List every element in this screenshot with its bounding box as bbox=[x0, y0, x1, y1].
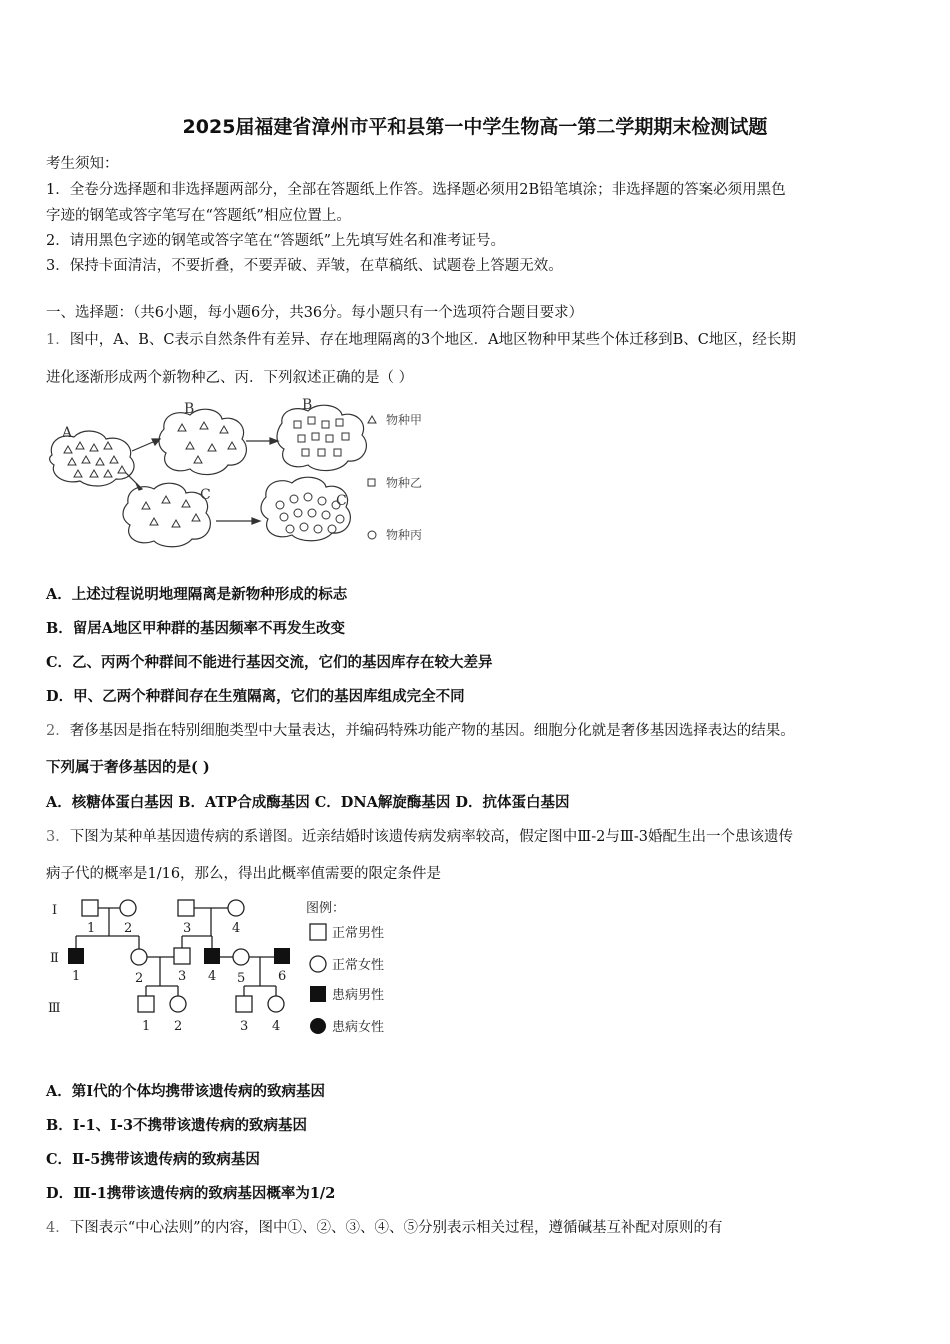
q3-text: 下图为某种单基因遗传病的系谱图。近亲结婚时该遗传病发病率较高，假定图中Ⅲ-2与Ⅲ-3婚配生出一个患该遗传 bbox=[69, 829, 793, 845]
iii3-num: 3 bbox=[240, 1019, 249, 1034]
speciation-figure bbox=[44, 393, 444, 553]
notice-item-2: 2．请用黑色字迹的钢笔或答字笔在“答题纸”上先填写姓名和准考证号。 bbox=[46, 233, 506, 249]
q4-line1 bbox=[46, 1216, 723, 1237]
gen-ii-label: Ⅱ bbox=[50, 951, 59, 966]
legend-species-jia: 物种甲 bbox=[386, 413, 423, 427]
q3-option-a: A．第Ⅰ代的个体均携带该遗传病的致病基因 bbox=[46, 1083, 326, 1100]
q3-option-c: C．Ⅱ-5携带该遗传病的致病基因 bbox=[46, 1151, 260, 1168]
label-region-c-early: C bbox=[200, 487, 211, 503]
q2-number: 2． bbox=[46, 723, 70, 739]
i4-num: 4 bbox=[232, 921, 241, 936]
ii3-normal-male bbox=[174, 948, 190, 964]
legend-species-bing: 物种丙 bbox=[386, 528, 423, 542]
legend-normal-male: 正常男性 bbox=[332, 926, 385, 941]
iii1-num: 1 bbox=[142, 1019, 151, 1034]
page-title: 2025届福建省漳州市平和县第一中学生物高一第二学期期末检测试题 bbox=[182, 116, 768, 138]
legend-affected-female-icon bbox=[310, 1018, 326, 1034]
q4-text: 下图表示“中心法则”的内容，图中①、②、③、④、⑤分别表示相关过程，遵循碱基互补配对原则的有 bbox=[69, 1220, 723, 1236]
q1-line1 bbox=[46, 328, 796, 349]
gen-i-label: Ⅰ bbox=[52, 903, 58, 918]
region-b-blob-late bbox=[277, 405, 366, 470]
q1-option-d: D．甲、乙两个种群间存在生殖隔离，它们的基因库组成完全不同 bbox=[46, 688, 465, 705]
legend-normal-female-icon bbox=[310, 956, 326, 972]
q1-number: 1． bbox=[46, 332, 70, 348]
q1-option-b: B．留居A地区甲种群的基因频率不再发生改变 bbox=[46, 620, 346, 637]
iii2-num: 2 bbox=[174, 1019, 183, 1034]
q3-line1 bbox=[46, 825, 793, 846]
label-region-b-late: B bbox=[302, 397, 313, 413]
gen-iii-label: Ⅲ bbox=[48, 1001, 61, 1016]
ii4-affected-male bbox=[204, 948, 220, 964]
legend-affected-male-icon bbox=[310, 986, 326, 1002]
q2-options: A．核糖体蛋白基因 B．ATP合成酶基因 C．DNA解旋酶基因 D．抗体蛋白基因 bbox=[46, 794, 570, 811]
iii2-normal-female bbox=[170, 996, 186, 1012]
section-heading: 一、选择题：（共6小题，每小题6分，共36分。每小题只有一个选项符合题目要求） bbox=[46, 305, 584, 321]
notice-item-3: 3．保持卡面清洁，不要折叠，不要弄破、弄皱，在草稿纸、试题卷上答题无效。 bbox=[46, 258, 563, 274]
legend-affected-male: 患病男性 bbox=[332, 988, 385, 1003]
i3-normal-male bbox=[178, 900, 194, 916]
ii6-num: 6 bbox=[278, 969, 287, 984]
pedigree-figure bbox=[44, 892, 424, 1042]
legend-circle-icon bbox=[368, 531, 376, 539]
region-c-blob-early bbox=[123, 483, 210, 547]
ii1-num: 1 bbox=[72, 969, 81, 984]
ii6-affected-male bbox=[274, 948, 290, 964]
ii2-num: 2 bbox=[135, 971, 144, 986]
i2-num: 2 bbox=[124, 921, 133, 936]
iii3-normal-male bbox=[236, 996, 252, 1012]
ii3-num: 3 bbox=[178, 969, 187, 984]
q3-option-b: B．Ⅰ-1、Ⅰ-3不携带该遗传病的致病基因 bbox=[46, 1117, 308, 1134]
legend-square-icon bbox=[368, 479, 375, 486]
i1-normal-male bbox=[82, 900, 98, 916]
q1-option-c: C．乙、丙两个种群间不能进行基因交流，它们的基因库存在较大差异 bbox=[46, 654, 493, 671]
ii5-normal-female bbox=[233, 949, 249, 965]
ii4-num: 4 bbox=[208, 969, 217, 984]
iii1-normal-male bbox=[138, 996, 154, 1012]
iii4-normal-female bbox=[268, 996, 284, 1012]
legend-title: 图例： bbox=[306, 901, 346, 916]
i2-normal-female bbox=[120, 900, 136, 916]
ii2-normal-female bbox=[131, 949, 147, 965]
i1-num: 1 bbox=[87, 921, 96, 936]
q2-line2: 下列属于奢侈基因的是( ) bbox=[46, 759, 210, 776]
region-b-blob-early bbox=[159, 409, 246, 474]
notice-item-1-cont: 字迹的钢笔或答字笔写在“答题纸”相应位置上。 bbox=[46, 208, 351, 224]
ii5-num: 5 bbox=[237, 971, 246, 986]
i3-num: 3 bbox=[183, 921, 192, 936]
notice-item-1: 1．全卷分选择题和非选择题两部分，全部在答题纸上作答。选择题必须用2B铅笔填涂；非选择题的答案必须用黑色 bbox=[46, 182, 786, 198]
legend-normal-female: 正常女性 bbox=[332, 958, 385, 973]
legend-species-yi: 物种乙 bbox=[386, 476, 423, 490]
label-region-c-late: C bbox=[336, 493, 347, 509]
legend-normal-male-icon bbox=[310, 924, 326, 940]
i4-normal-female bbox=[228, 900, 244, 916]
q1-text: 图中，A、B、C表示自然条件有差异、存在地理隔离的3个地区．A地区物种甲某些个体迁移到B、C地区，经长期 bbox=[69, 332, 796, 348]
q3-option-d: D．Ⅲ-1携带该遗传病的致病基因概率为1/2 bbox=[46, 1185, 336, 1202]
legend-affected-female: 患病女性 bbox=[332, 1020, 385, 1035]
label-region-a: A bbox=[62, 425, 73, 441]
q3-number: 3． bbox=[46, 829, 70, 845]
q4-number: 4． bbox=[46, 1220, 70, 1236]
ii1-affected-male bbox=[68, 948, 84, 964]
iii4-num: 4 bbox=[272, 1019, 281, 1034]
q1-line2: 进化逐渐形成两个新物种乙、丙．下列叙述正确的是（ ） bbox=[46, 370, 414, 386]
q2-line1 bbox=[46, 719, 795, 740]
notice-heading: 考生须知： bbox=[46, 156, 119, 172]
legend-triangle-icon bbox=[368, 416, 376, 423]
q2-text: 奢侈基因是指在特别细胞类型中大量表达，并编码特殊功能产物的基因。细胞分化就是奢侈基因选择表达的结果。 bbox=[69, 723, 795, 739]
label-region-b-early: B bbox=[184, 401, 195, 417]
q3-line2: 病子代的概率是1/16，那么，得出此概率值需要的限定条件是 bbox=[46, 866, 442, 882]
q1-option-a: A．上述过程说明地理隔离是新物种形成的标志 bbox=[46, 586, 348, 603]
